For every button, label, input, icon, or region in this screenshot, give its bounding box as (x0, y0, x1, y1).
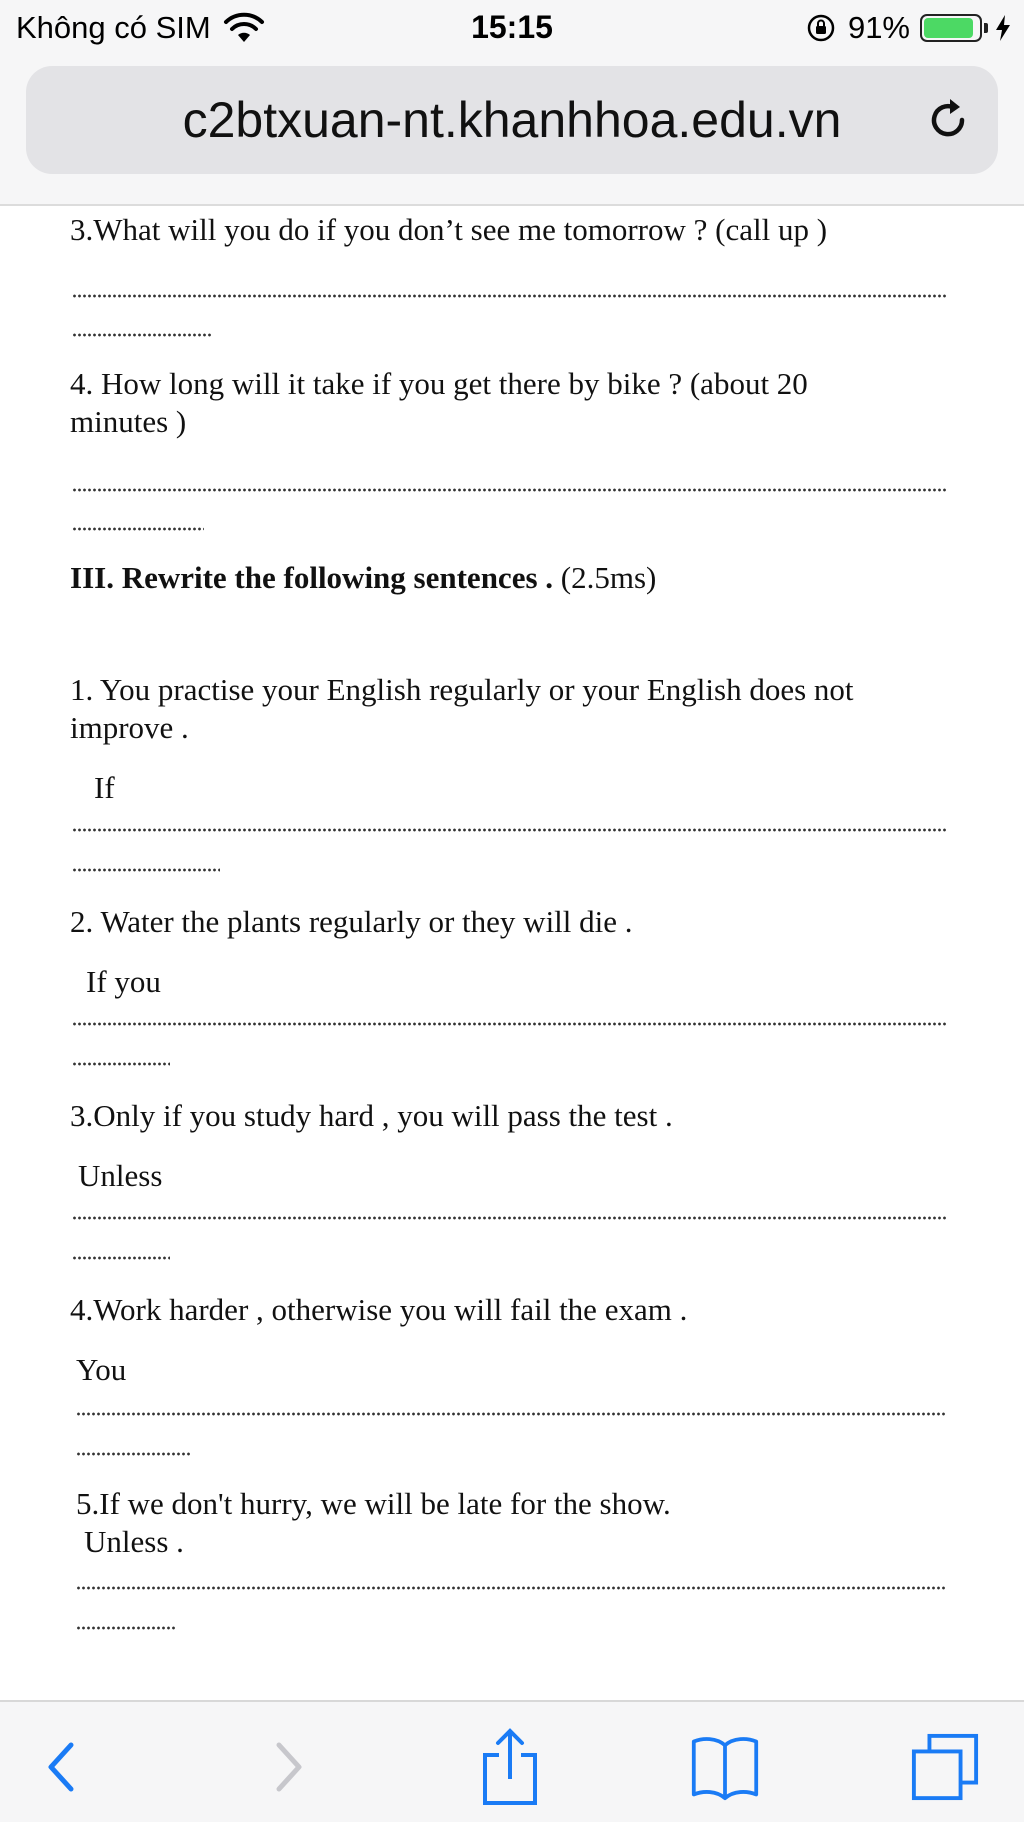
rewrite-2-prompt: If you (86, 964, 161, 999)
answer-line (76, 1586, 946, 1590)
forward-button[interactable] (254, 1732, 324, 1802)
answer-line (72, 828, 948, 832)
rewrite-1-line1: 1. You practise your English regularly or your English does not (70, 672, 854, 707)
question-4-line1: 4. How long will it take if you get there by bike ? (about 20 (70, 366, 808, 401)
question-3: 3.What will you do if you don’t see me tomorrow ? (call up ) (70, 212, 828, 247)
answer-line (72, 868, 220, 872)
rewrite-4-prompt: You (76, 1352, 127, 1387)
answer-line (72, 1062, 170, 1066)
tabs-icon[interactable] (910, 1731, 980, 1803)
answer-line (72, 1256, 170, 1260)
answer-line (76, 1452, 192, 1456)
section-marks: (2.5ms) (560, 560, 657, 595)
answer-line (72, 1216, 948, 1220)
reload-icon[interactable] (924, 96, 972, 144)
answer-line (72, 1022, 948, 1026)
section-heading (70, 560, 656, 596)
battery-percent: 91% (847, 10, 910, 45)
browser-header (0, 58, 1024, 206)
rewrite-4: 4.Work harder , otherwise you will fail the exam . (70, 1292, 688, 1327)
rewrite-3-prompt: Unless (78, 1158, 163, 1193)
url-text[interactable]: c2btxuan-nt.khanhhoa.edu.vn (182, 92, 842, 148)
bookmarks-button[interactable] (690, 1732, 760, 1802)
share-button[interactable] (475, 1732, 545, 1802)
section-title: III. Rewrite the following sentences . (70, 560, 554, 595)
bookmarks-icon[interactable] (690, 1732, 760, 1802)
answer-line (72, 488, 948, 492)
status-time: 15:15 (471, 9, 553, 45)
status-right (806, 10, 1012, 46)
rewrite-5: 5.If we don't hurry, we will be late for the show. (76, 1486, 671, 1521)
share-icon[interactable] (479, 1727, 541, 1807)
battery-icon (920, 14, 988, 42)
status-bar (0, 0, 1024, 58)
carrier-label: Không có SIM (16, 10, 211, 45)
orientation-lock-icon (806, 13, 836, 43)
tabs-button[interactable] (910, 1732, 980, 1802)
browser-toolbar (0, 1700, 1024, 1822)
rewrite-5-prompt: Unless . (84, 1524, 184, 1559)
charging-bolt-icon (994, 14, 1012, 42)
answer-line (72, 294, 948, 298)
forward-icon[interactable] (269, 1737, 309, 1797)
answer-line (76, 1412, 946, 1416)
rewrite-2: 2. Water the plants regularly or they will die . (70, 904, 633, 939)
address-bar[interactable] (26, 66, 998, 174)
back-icon[interactable] (41, 1737, 81, 1797)
question-4-line2: minutes ) (70, 404, 187, 439)
rewrite-1-line2: improve . (70, 710, 189, 745)
answer-line (72, 527, 204, 531)
rewrite-1-prompt: If (94, 770, 115, 805)
battery-fill (924, 18, 973, 38)
rewrite-3: 3.Only if you study hard , you will pass the test . (70, 1098, 673, 1133)
answer-line (76, 1626, 176, 1630)
answer-line (72, 333, 212, 337)
back-button[interactable] (26, 1732, 96, 1802)
